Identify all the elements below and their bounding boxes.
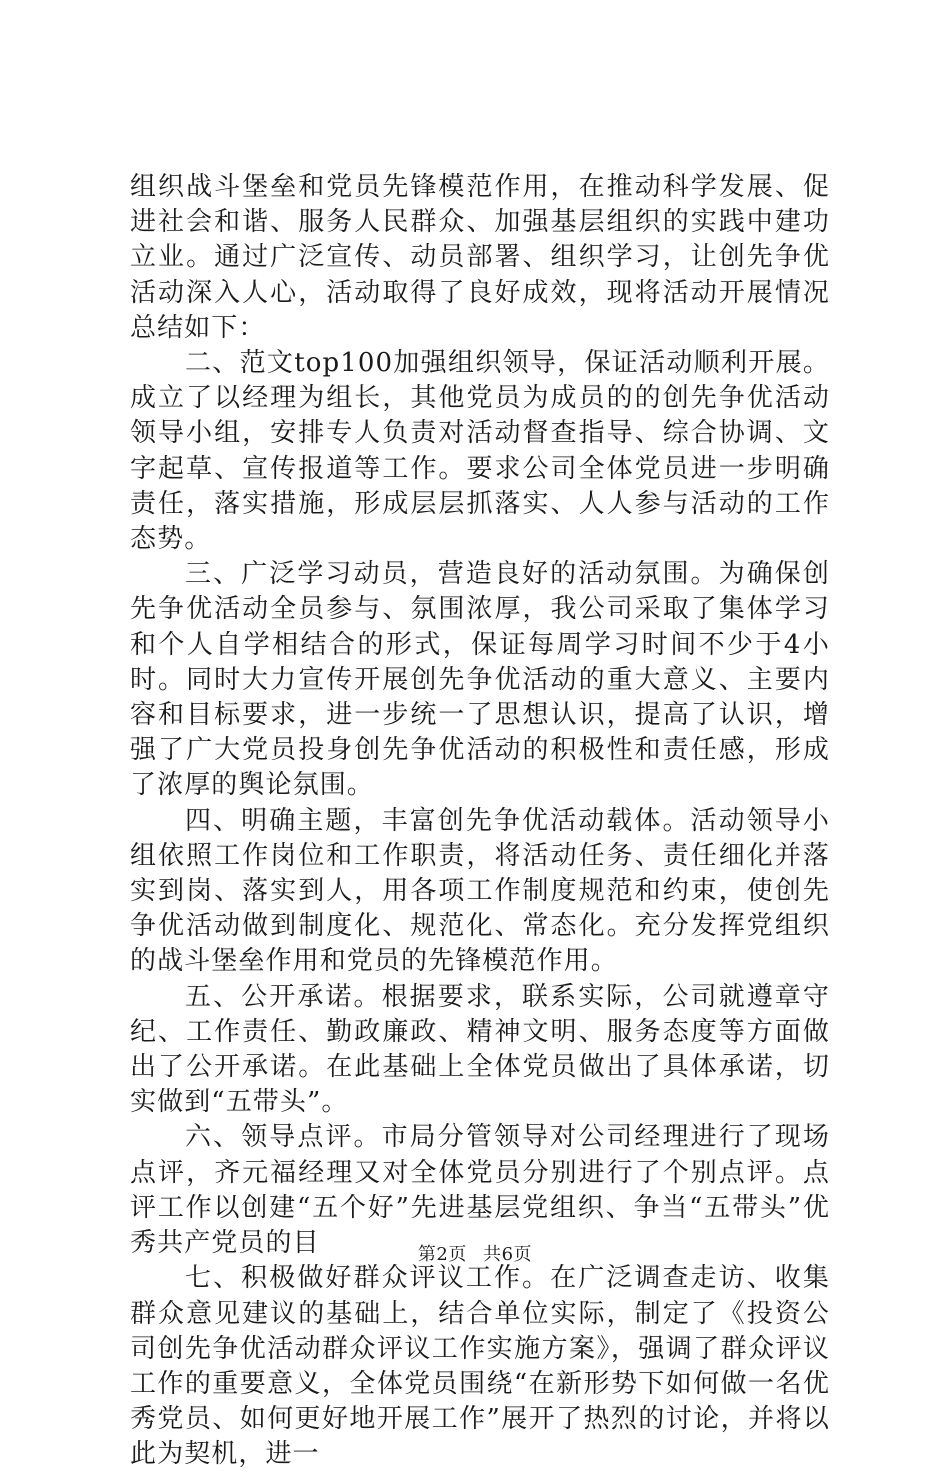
paragraph-4-theme: 四、明确主题，丰富创先争优活动载体。活动领导小组依照工作岗位和工作职责，将活动任务、责任细化并落实到岗、落实到人，用各项工作制度规范和约束，使创先争优活动做到制度化、规范化、常态化。充分发挥党组织的战斗堡垒作用和党员的先锋模范作用。 <box>130 805 830 977</box>
paragraph-7-evaluation: 七、积极做好群众评议工作。在广泛调查走访、收集群众意见建议的基础上，结合单位实际，制定了《投资公司创先争优活动群众评议工作实施方案》，强调了群众评议工作的重要意义，全体党员围绕“在新形势下如何做一名优秀党员、如何更好地开展工作”展开了热烈的讨论，并将以此为契机，进一 <box>130 1263 830 1470</box>
page-number: 第2页 <box>417 1244 467 1265</box>
paragraph-2-organization: 二、范文top100加强组织领导，保证活动顺利开展。成立了以经理为组长，其他党员为成员的的创先争优活动领导小组，安排专人负责对活动督查指导、综合协调、文字起草、宣传报道等工作。要求公司全体党员进一步明确责任，落实措施，形成层层抓落实、人人参与活动的工作态势。 <box>130 348 830 555</box>
page-footer <box>0 1240 950 1266</box>
paragraph-5-commitment: 五、公开承诺。根据要求，联系实际，公司就遵章守纪、工作责任、勤政廉政、精神文明、服务态度等方面做出了公开承诺。在此基础上全体党员做出了具体承诺，切实做到“五带头”。 <box>130 981 830 1118</box>
paragraph-3-study: 三、广泛学习动员，营造良好的活动氛围。为确保创先争优活动全员参与、氛围浓厚，我公司采取了集体学习和个人自学相结合的形式，保证每周学习时间不少于4小时。同时大力宣传开展创先争优活动的重大意义、主要内容和目标要求，进一步统一了思想认识，提高了认识，增强了广大党员投身创先争优活动的积极性和责任感，形成了浓厚的舆论氛围。 <box>130 559 830 801</box>
paragraph-intro: 组织战斗堡垒和党员先锋模范作用，在推动科学发展、促进社会和谐、服务人民群众、加强基层组织的实践中建功立业。通过广泛宣传、动员部署、组织学习，让创先争优活动深入人心，活动取得了良好成效，现将活动开展情况总结如下： <box>130 172 830 343</box>
document-body <box>130 170 830 1473</box>
paragraph-6-review: 六、领导点评。市局分管领导对公司经理进行了现场点评，齐元福经理又对全体党员分别进行了个别点评。点评工作以创建“五个好”先进基层党组织、争当“五带头”优秀共产党员的目 <box>130 1122 830 1259</box>
page-total: 共6页 <box>483 1244 533 1265</box>
